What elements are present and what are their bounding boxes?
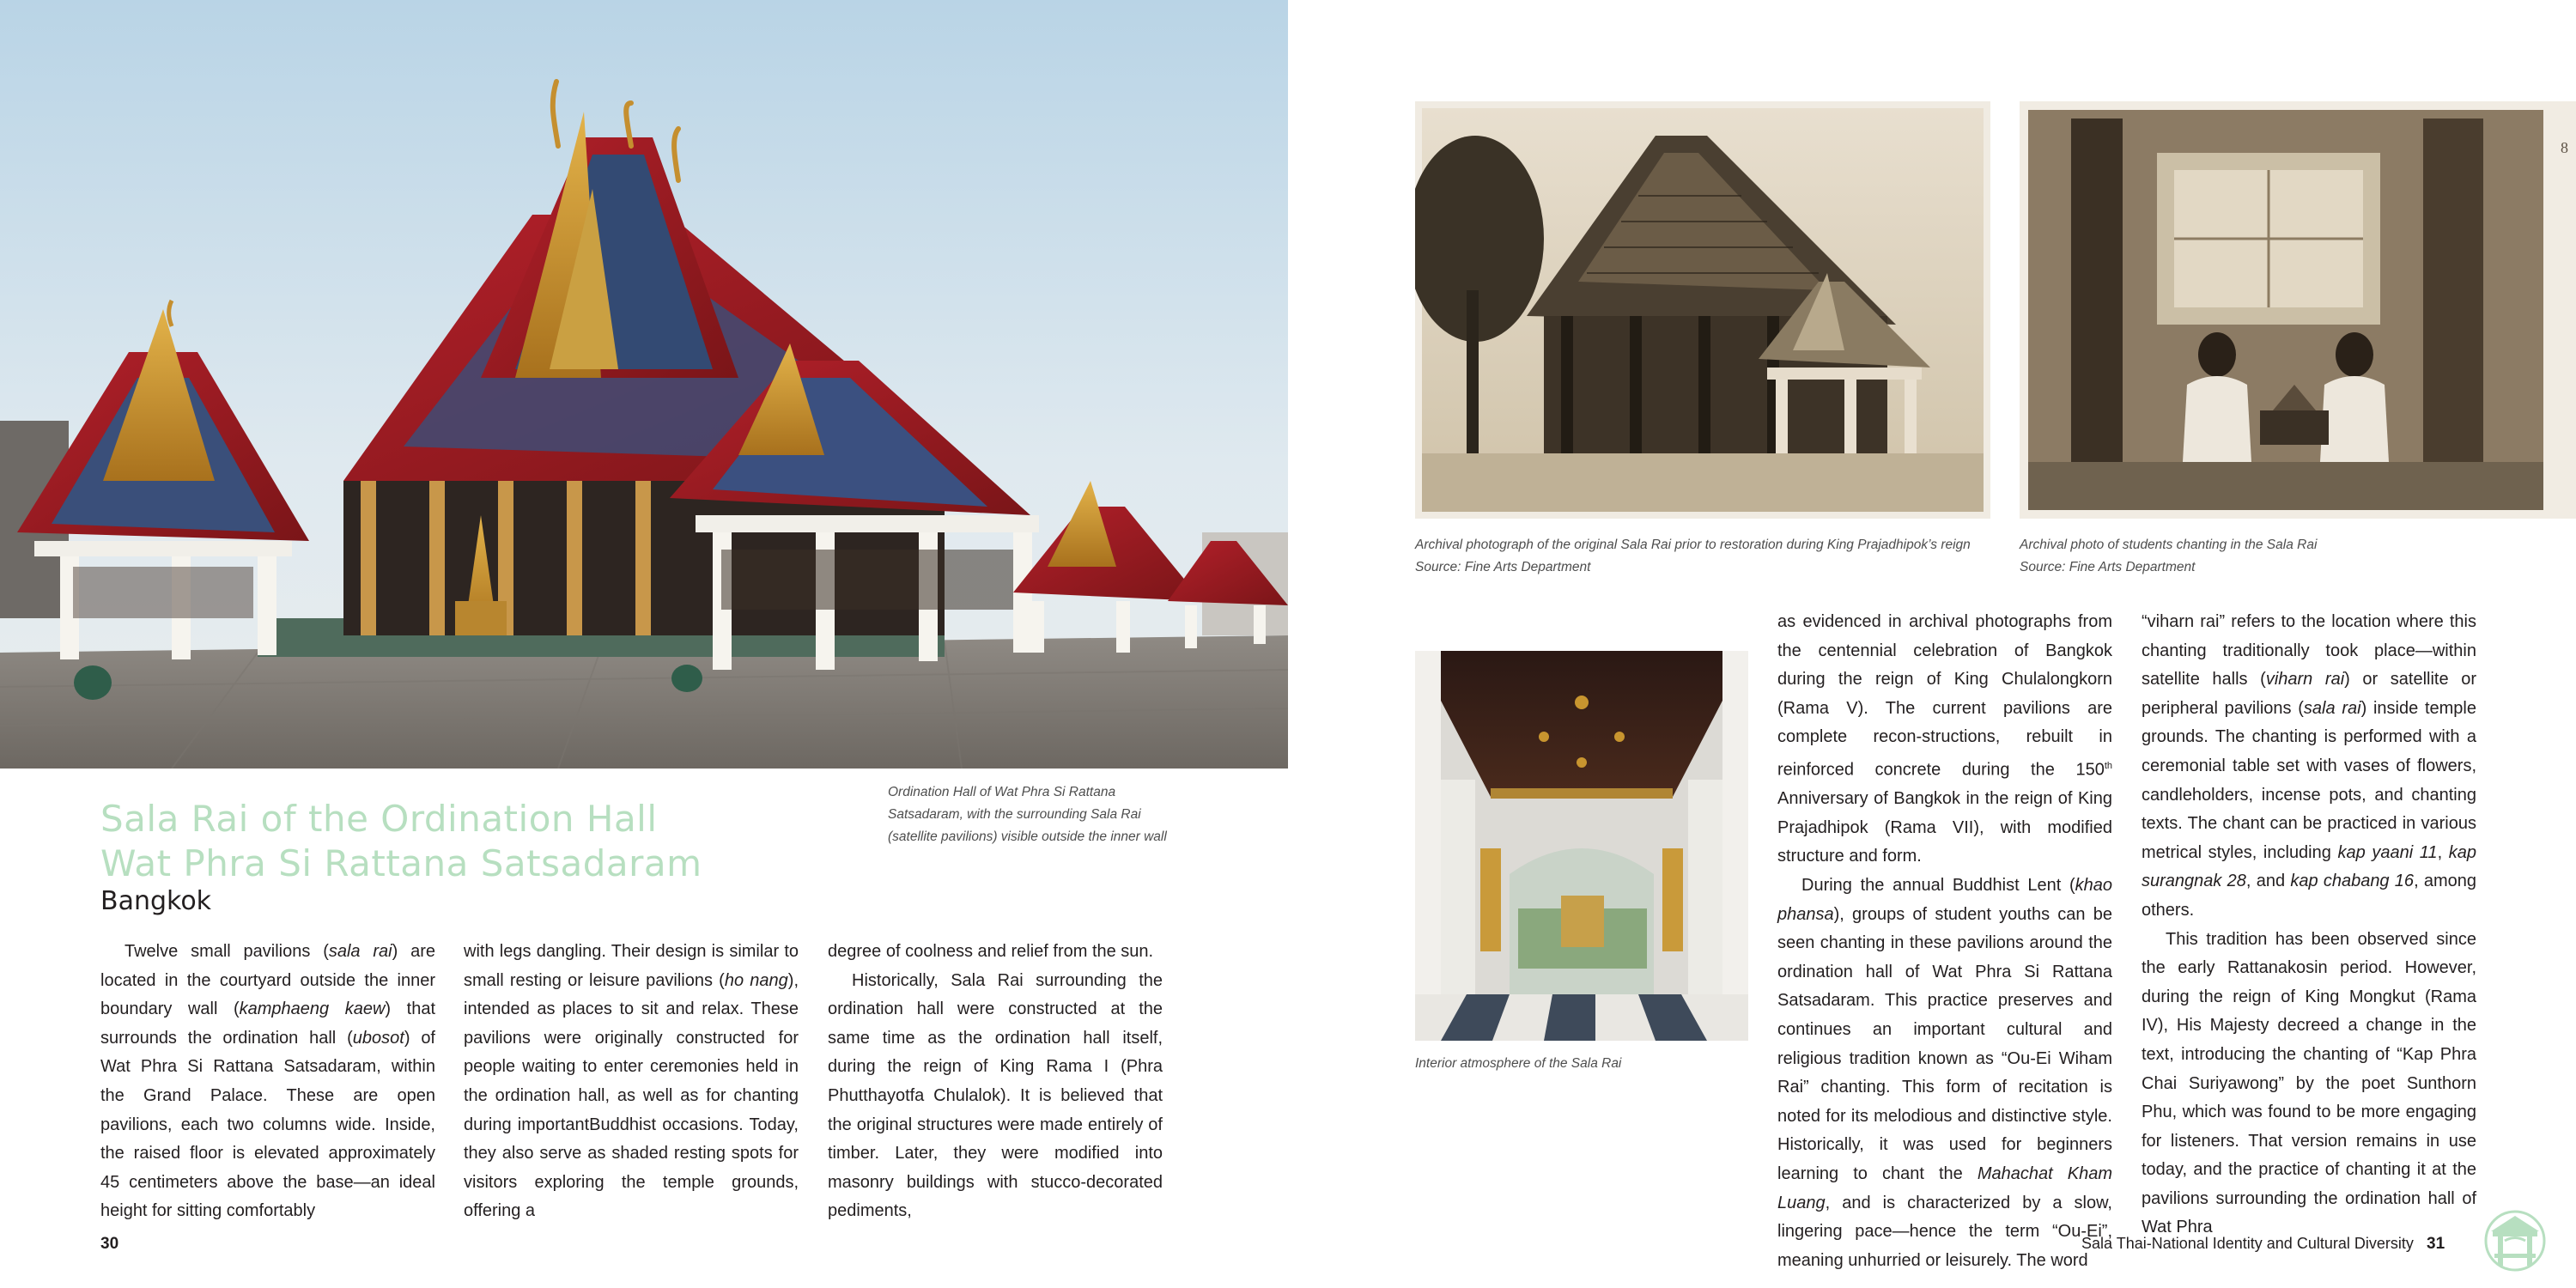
hero-caption-line-2: Satsadaram, with the surrounding Sala Rai [888, 807, 1141, 822]
italic-term: Mahachat Kham Luang [1777, 1163, 2113, 1212]
text-run: During the annual Buddhist Lent ( [1801, 876, 2075, 895]
svg-text:8: 8 [2561, 139, 2568, 156]
text-run: ) or satellite or peripheral pavilions ( [2142, 670, 2476, 718]
title-line-2: Wat Phra Si Rattana Satsadaram [100, 842, 702, 884]
left-col3-paragraph-2: Historically, Sala Rai surrounding the ordination hall were constructed at the same time as the ordination hall itself, during the reign of King Rama I (Phra Phutthayotfa Chulalok). It is believed that the original structures were made entirely of timber. Later, they were modified into masonry buildings with stucco-decorated pediments, [828, 970, 1163, 1221]
text-run: , and [2245, 872, 2291, 891]
interior-photo-caption: Interior atmosphere of the Sala Rai [1415, 1056, 1622, 1071]
right-col1-paragraph-2 [1777, 872, 2112, 1275]
text-run: “viharn rai” refers to the location where this chanting traditionally took place—within satellite halls ( [2142, 612, 2476, 690]
right-column-1 [1777, 608, 2112, 1275]
hero-caption-line-3: (satellite pavilions) visible outside the inner wall [888, 829, 1167, 844]
text-run: Twelve small pavilions ( [125, 942, 329, 961]
italic-term: kap yaani 11 [2337, 842, 2438, 862]
text-run: Anniversary of Bangkok in the reign of King Prajadhipok (Rama VII), with modified structure and form. [1777, 789, 2112, 866]
archival-photo-2-source: Source: Fine Arts Department [2020, 560, 2196, 574]
archival-photo-2-caption-text: Archival photo of students chanting in the Sala Rai [2020, 538, 2318, 552]
article-subtitle: Bangkok [100, 886, 212, 916]
archival-photo-1-caption [1415, 534, 2008, 579]
right-col2-paragraph-2: This tradition has been observed since the early Rattanakosin period. However, during the reign of King Mongkut (Rama IV), His Majesty decreed a change in the text, introducing the chanting of “Kap Phra Chai Suriyawong” by the poet Sunthorn Phu, which was found to be more engaging for listeners. That version remains in use today, and the practice of chanting it at the pavilions surrounding the ordination hall of Wat Phra [2142, 929, 2476, 1237]
archival-photo-2-caption [2020, 534, 2535, 579]
hero-photo-ordination-hall [0, 0, 1288, 769]
right-col2-paragraph-1 [2142, 608, 2476, 926]
italic-term: sala rai [2303, 698, 2361, 718]
text-run: ), intended as places to sit and relax. These pavilions were originally constructed for people waiting to enter ceremonies held in the ordination hall, as well as for chanting during importantBuddhist occasions. Today, they also serve as shaded resting spots for visitors exploring the temple grounds, offering a [464, 970, 799, 1221]
left-column-1 [100, 938, 435, 1226]
italic-term: ubosot [352, 1028, 404, 1048]
left-column-2 [464, 938, 799, 1226]
running-head: Sala Thai-National Identity and Cultural Diversity [2081, 1235, 2414, 1252]
superscript: th [2104, 760, 2112, 771]
right-col1-paragraph-1 [1777, 608, 2112, 872]
archival-photo-students-chanting [2020, 101, 2576, 519]
text-run: , and is characterized by a slow, lingering pace—hence the term “Ou-Ei”, meaning unhurried or leisurely. The word [1777, 1193, 2112, 1270]
archival-photo-1-source: Source: Fine Arts Department [1415, 560, 1591, 574]
hero-caption [888, 781, 1249, 848]
title-line-1: Sala Rai of the Ordination Hall [100, 798, 658, 840]
text-run: as evidenced in archival photographs from the centennial celebration of Bangkok during the reign of King Chulalongkorn (Rama V). The current pavilions are complete recon-structions, rebuilt in reinforced concrete during the 150 [1777, 612, 2112, 780]
text-run: ) are located in the courtyard outside the inner boundary wall ( [100, 942, 435, 1019]
page-number-right: 31 [2427, 1235, 2445, 1253]
archival-photo-original-sala-rai [1415, 101, 1990, 519]
italic-term: sala rai [328, 942, 392, 961]
page-number-left: 30 [100, 1235, 119, 1253]
text-run: , [2437, 842, 2449, 862]
article-title [100, 797, 702, 886]
italic-term: kap chabang 16 [2290, 872, 2415, 891]
sala-pavilion-icon [2484, 1202, 2546, 1279]
left-col2-paragraph-1 [464, 938, 799, 1226]
text-run: with legs dangling. Their design is similar to small resting or leisure pavilions ( [464, 942, 799, 990]
left-col1-paragraph-1 [100, 938, 435, 1226]
italic-term: ho nang [724, 970, 788, 990]
interior-photo-sala-rai [1415, 651, 1748, 1041]
text-run: , among others. [2142, 872, 2477, 920]
text-run: ) inside temple grounds. The chanting is performed with a ceremonial table set with vases of flowers, candleholders, incense pots, and chanting texts. The chant can be practiced in various metrical styles, including [2142, 698, 2476, 862]
italic-term: kap surangnak 28 [2142, 842, 2476, 891]
archival-photo-1-caption-text: Archival photograph of the original Sala Rai prior to restoration during King Prajadhipok’s reign [1415, 538, 1971, 552]
text-run: ) of Wat Phra Si Rattana Satsadaram, within the Grand Palace. These are open pavilions, each two columns wide. Inside, the raised floor is elevated approximately 45 centimeters above the base—an ideal height for sitting comfortably [100, 1028, 435, 1221]
italic-term: viharn rai [2265, 670, 2345, 690]
text-run: ) that surrounds the ordination hall ( [100, 999, 436, 1048]
italic-term: khao phansa [1777, 876, 2112, 924]
hero-caption-line-1: Ordination Hall of Wat Phra Si Rattana [888, 785, 1116, 799]
left-column-3 [828, 938, 1163, 1226]
italic-term: kamphaeng kaew [239, 999, 386, 1019]
left-col3-paragraph-1: degree of coolness and relief from the sun. [828, 942, 1154, 961]
right-column-2 [2142, 608, 2476, 1242]
text-run: ), groups of student youths can be seen chanting in these pavilions around the ordination hall of Wat Phra Si Rattana Satsadaram. This practice preserves and continues an important cultural and religious tradition known as “Ou-Ei Wiham Rai” chanting. This form of recitation is noted for its melodious and distinctive style. Historically, it was used for beginners learning to chant the [1777, 904, 2112, 1183]
